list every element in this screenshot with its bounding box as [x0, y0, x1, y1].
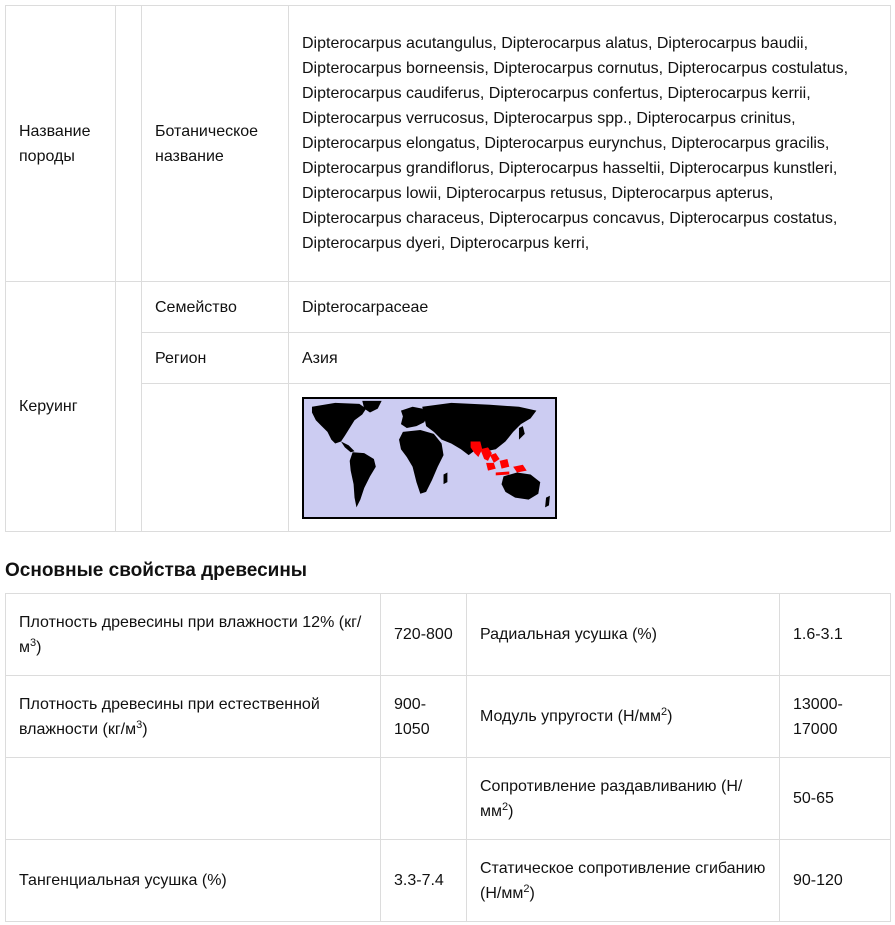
crushing-value: 50-65: [780, 758, 891, 840]
density-12-label: Плотность древесины при влажности 12% $(кг/м^3)$: [6, 594, 381, 676]
family-value: Dipterocarpaceae: [289, 282, 891, 333]
empty-cell: [6, 758, 381, 840]
species-table: [5, 5, 891, 532]
breed-name-label: Название породы: [6, 6, 116, 282]
radial-shrinkage-label: Радиальная усушка (%): [467, 594, 780, 676]
density-12-value: 720-800: [381, 594, 467, 676]
spacer-cell: [116, 282, 142, 532]
density-natural-value: 900-1050: [381, 676, 467, 758]
bending-label: Статическое сопротивление сгибанию $(Н/мм^2)$: [467, 840, 780, 922]
world-map: [302, 397, 557, 519]
wood-name: Керуинг: [6, 282, 116, 532]
properties-heading: Основные свойства древесины: [5, 560, 308, 581]
tangential-shrinkage-value: 3.3-7.4: [381, 840, 467, 922]
crushing-label: Сопротивление раздавливанию $(Н/мм^2)$: [467, 758, 780, 840]
density-natural-label: Плотность древесины при естественной влажности $(кг/м^3)$: [6, 676, 381, 758]
empty-cell: [381, 758, 467, 840]
region-label: Регион: [142, 333, 289, 384]
map-label-cell: [142, 384, 289, 532]
properties-table: [5, 593, 891, 922]
botanical-name-label: Ботаническое название: [142, 6, 289, 282]
tangential-shrinkage-label: Тангенциальная усушка (%): [6, 840, 381, 922]
botanical-name-value: Dipterocarpus acutangulus, Dipterocarpus alatus, Dipterocarpus baudii, Dipterocarpus borneensis, Dipterocarpus cornutus, Dipterocarpus costulatus, Dipterocarpus caudiferus, Dipterocarpus confertus, Dipterocarpus kerrii, Dipterocarpus verrucosus, Dipterocarpus spp., Dipterocarpus crinitus, Dipterocarpus elongatus, Dipterocarpus eurynchus, Dipterocarpus gracilis, Dipterocarpus grandiflorus, Dipterocarpus hasseltii, Dipterocarpus kunstleri, Dipterocarpus lowii, Dipterocarpus retusus, Dipterocarpus apterus, Dipterocarpus characeus, Dipterocarpus concavus, Dipterocarpus costatus, Dipterocarpus dyeri, Dipterocarpus kerri,: [289, 6, 891, 282]
modulus-value: 13000-17000: [780, 676, 891, 758]
family-label: Семейство: [142, 282, 289, 333]
modulus-label: Модуль упругости $(Н/мм^2)$: [467, 676, 780, 758]
region-value: Азия: [289, 333, 891, 384]
radial-shrinkage-value: 1.6-3.1: [780, 594, 891, 676]
spacer-cell: [116, 6, 142, 282]
bending-value: 90-120: [780, 840, 891, 922]
map-cell: [289, 384, 891, 532]
